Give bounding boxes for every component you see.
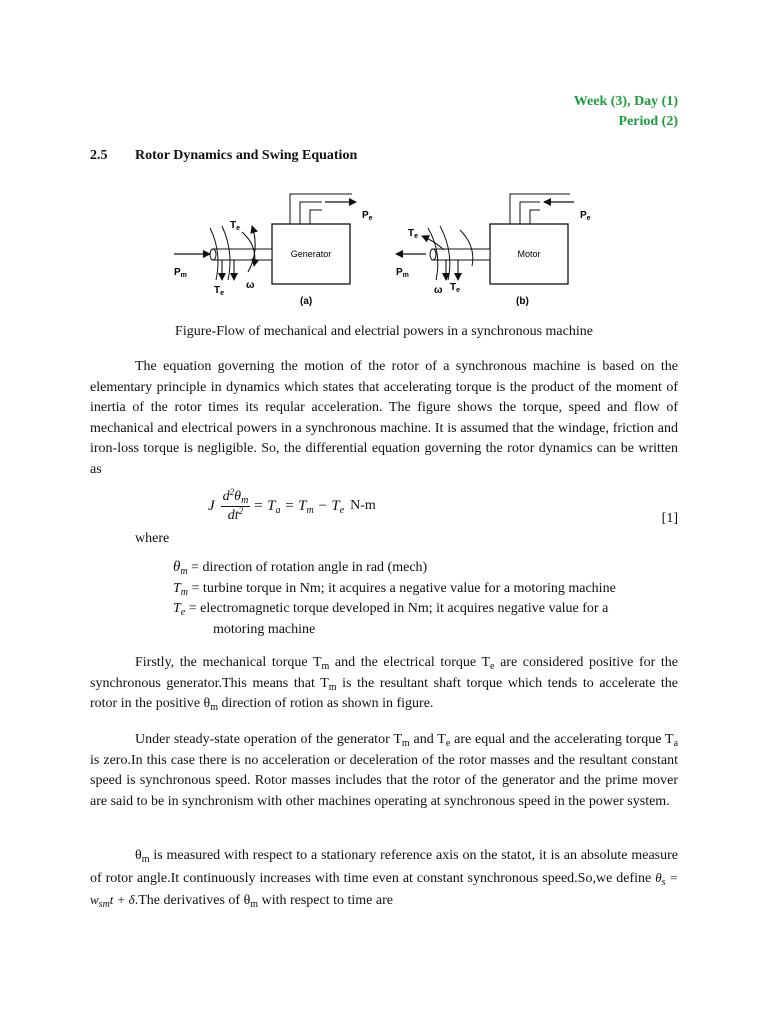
header-week-day: Week (3), Day (1) xyxy=(573,94,678,109)
figure-b-caption: (b) xyxy=(516,296,529,307)
header-period: Period (2) xyxy=(618,114,678,129)
omega-label-b: ω xyxy=(434,285,443,296)
pe-label-a: $P_e$ xyxy=(362,210,373,222)
figure-a-generator xyxy=(174,194,373,307)
pm-label-b: $P_m$ xyxy=(396,267,409,279)
eq-denominator: $dt^2$ xyxy=(227,505,244,523)
paragraph-torque-sign: Firstly, the mechanical torque $T_m$ and the electrical torque $T_e$ are considered positive for the synchronous generator.This means that $T_m$ is the resultant shaft torque which tends to accelerate the rotor in the positive $\theta_m$ direction of rotion as shown in figure. xyxy=(90,655,678,713)
figure-caption: Figure-Flow of mechanical and electrial powers in a synchronous machine xyxy=(175,324,593,339)
figure-a-caption: (a) xyxy=(300,296,313,307)
def-theta-m: $\theta_m$ = direction of rotation angle in rad (mech) xyxy=(173,559,428,577)
paragraph-rotor-angle: $\theta_m$ is measured with respect to a stationary reference axis on the statot, it is an absolute measure of rotor angle.It continuously increases with time even at constant synchronous speed.So,we define $\theta_s = w_{sm}t + \delta.The$ derivatives of $\theta_m$ with respect to time are xyxy=(90,848,678,910)
generator-shaft xyxy=(212,249,272,260)
def-te-continued: motoring machine xyxy=(213,621,316,637)
te-label-a-bottom: $T_e$ xyxy=(214,285,225,297)
section-heading xyxy=(90,148,357,164)
pe-label-b: $P_e$ xyxy=(580,210,591,222)
te-label-b-bottom: $T_e$ xyxy=(450,282,461,294)
eq-unit: N-m xyxy=(350,498,376,513)
where-label: where xyxy=(135,531,170,546)
te-label-a-top: $T_e$ xyxy=(230,220,241,232)
paragraph-steady-state: Under steady-state operation of the generator $T_m$ and $T_e$ are equal and the accelerating torque $T_a$ is zero.In this case there is no acceleration or deceleration of the rotor masses and the resultant constant speed is synchronous speed. Rotor masses includes that the rotor of the generator and the prime mover are said to be in synchronism with other machines operating at synchronous speed in the power system. xyxy=(90,732,679,809)
paragraph-rotor-motion xyxy=(90,357,678,480)
figure-b-motor xyxy=(396,194,591,307)
eq-fraction xyxy=(221,486,251,524)
motor-shaft xyxy=(432,249,490,260)
generator-label: Generator xyxy=(290,249,332,259)
omega-label-a: ω xyxy=(246,280,255,291)
definitions-list xyxy=(173,557,616,640)
te-label-b-top: $T_e$ xyxy=(408,228,419,240)
swing-equation xyxy=(208,484,376,528)
power-flow-figure xyxy=(160,180,600,315)
pm-label-a: $P_m$ xyxy=(174,267,187,279)
eq-rhs: = $T_a = T_m - T_e$ xyxy=(253,497,345,516)
def-te: $T_e$ = electromagnetic torque developed in Nm; it acquires negative value for a xyxy=(173,601,609,618)
eq-numerator: $d^2\theta_m$ xyxy=(222,486,249,506)
section-number: 2.5 xyxy=(90,148,108,163)
motor-label: Motor xyxy=(517,249,541,259)
paragraph-rotor-motion-text: The equation governing the motion of the rotor of a synchronous machine is based on the elementary principle in dynamics which states that accelerating torque is the product of the moment of inertia of the rotor times its reqular acceleration. The figure shows the torque, speed and flow of mechanical and electrical powers in a synchronous machine. It is assumed that the windage, friction and iron-loss torque is negligible. So, the differential equation governing the rotor dynamics can be written as xyxy=(90,359,678,477)
inline-equation-theta-s: $\theta_s = w_{sm}t + \delta$ xyxy=(90,869,678,910)
section-title: Rotor Dynamics and Swing Equation xyxy=(135,148,358,163)
equation-number: [1] xyxy=(661,511,678,526)
def-tm: $T_m$ = turbine torque in Nm; it acquires a negative value for a motoring machine xyxy=(173,580,616,598)
eq-J: J xyxy=(208,497,215,514)
